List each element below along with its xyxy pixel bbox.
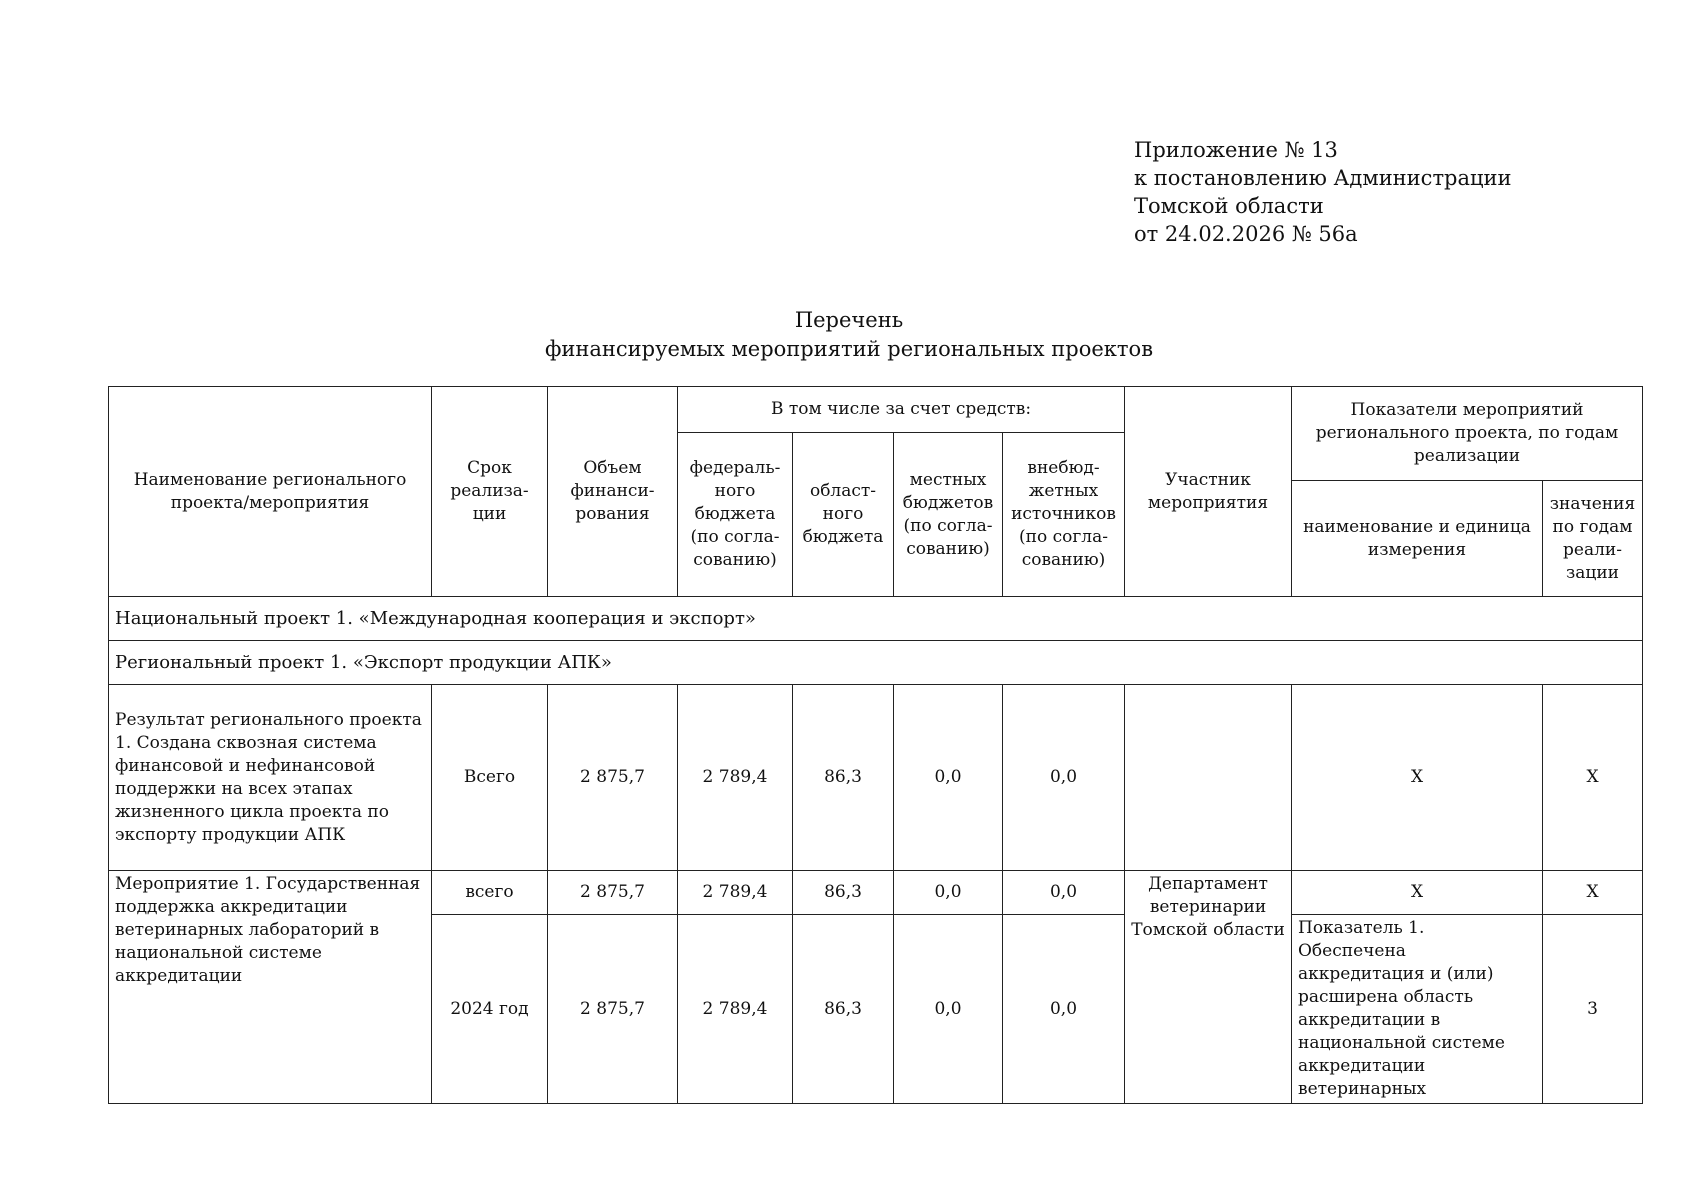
- measure-total-regional: 86,3: [793, 871, 894, 915]
- header-regional: област-ного бюджета: [793, 433, 894, 597]
- document-title: [0, 306, 1698, 364]
- header-federal: федераль-ного бюджета (по согла-сованию): [678, 433, 793, 597]
- measure-2024-volume: 2 875,7: [548, 915, 678, 1104]
- result-volume: 2 875,7: [548, 685, 678, 871]
- appendix-line-2: к постановлению Администрации: [1134, 166, 1512, 190]
- result-federal: 2 789,4: [678, 685, 793, 871]
- measure-2024-indicator-value: 3: [1543, 915, 1643, 1104]
- header-participant: Участник мероприятия: [1125, 387, 1292, 597]
- document-title-line-2: финансируемых мероприятий региональных проектов: [544, 337, 1154, 361]
- result-term: Всего: [432, 685, 548, 871]
- header-local: местных бюджетов (по согла-сованию): [894, 433, 1003, 597]
- appendix-line-4: от 24.02.2026 № 56а: [1134, 222, 1358, 246]
- result-local: 0,0: [894, 685, 1003, 871]
- header-name: Наименование регионального проекта/мероприятия: [109, 387, 432, 597]
- appendix-line-1: Приложение № 13: [1134, 138, 1338, 162]
- measure-2024-indicator-name: Показатель 1. Обеспечена аккредитация и (или) расширена область аккредитации в национальной системе аккредитации ветеринарных: [1292, 915, 1543, 1104]
- measure-total-federal: 2 789,4: [678, 871, 793, 915]
- national-project-row: Национальный проект 1. «Международная кооперация и экспорт»: [109, 597, 1643, 641]
- header-term: Срок реализа-ции: [432, 387, 548, 597]
- header-volume: Объем финанси-рования: [548, 387, 678, 597]
- measure-2024-local: 0,0: [894, 915, 1003, 1104]
- header-including: В том числе за счет средств:: [678, 387, 1125, 433]
- measure-2024-extrabudget: 0,0: [1003, 915, 1125, 1104]
- table-row: [109, 871, 1643, 915]
- header-extrabudget: внебюд-жетных источников (по согла-сованию): [1003, 433, 1125, 597]
- measure-total-indicator-value: X: [1543, 871, 1643, 915]
- table-row: [109, 685, 1643, 871]
- result-name: Результат регионального проекта 1. Создана сквозная система финансовой и нефинансовой поддержки на всех этапах жизненного цикла проекта по экспорту продукции АПК: [109, 685, 432, 871]
- document-title-line-1: Перечень: [794, 308, 904, 332]
- measure-total-indicator-name: X: [1292, 871, 1543, 915]
- measure-participant: Департамент ветеринарии Томской области: [1125, 871, 1292, 1104]
- projects-table: [108, 386, 1643, 1104]
- appendix-block: [1134, 136, 1512, 248]
- measure-total-volume: 2 875,7: [548, 871, 678, 915]
- measure-2024-term: 2024 год: [432, 915, 548, 1104]
- result-extrabudget: 0,0: [1003, 685, 1125, 871]
- measure-2024-federal: 2 789,4: [678, 915, 793, 1104]
- result-participant: [1125, 685, 1292, 871]
- result-indicator-name: X: [1292, 685, 1543, 871]
- appendix-line-3: Томской области: [1134, 194, 1324, 218]
- measure-total-local: 0,0: [894, 871, 1003, 915]
- measure-2024-regional: 86,3: [793, 915, 894, 1104]
- result-indicator-value: X: [1543, 685, 1643, 871]
- regional-project-row: Региональный проект 1. «Экспорт продукции АПК»: [109, 641, 1643, 685]
- header-indicator-name: наименование и единица измерения: [1292, 481, 1543, 597]
- measure-total-term: всего: [432, 871, 548, 915]
- measure-name: Мероприятие 1. Государственная поддержка аккредитации ветеринарных лабораторий в национальной системе аккредитации: [109, 871, 432, 1104]
- measure-total-extrabudget: 0,0: [1003, 871, 1125, 915]
- result-regional: 86,3: [793, 685, 894, 871]
- header-indicator-values: значения по годам реали-зации: [1543, 481, 1643, 597]
- header-indicators: Показатели мероприятий регионального проекта, по годам реализации: [1292, 387, 1643, 481]
